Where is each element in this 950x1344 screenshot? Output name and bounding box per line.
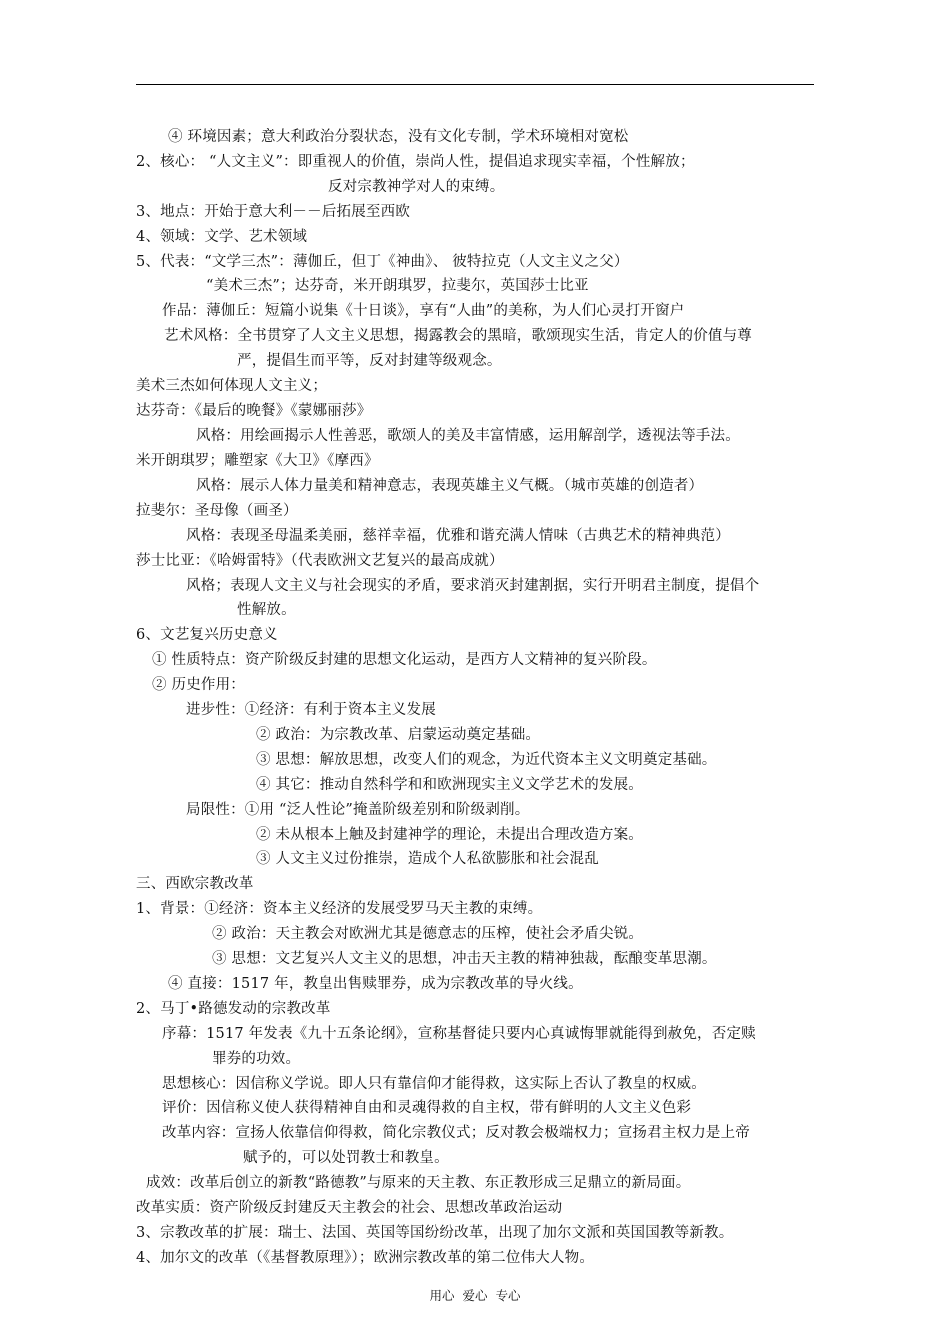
- text-line: 莎士比亚：《哈姆雷特》（代表欧洲文艺复兴的最高成就）: [136, 553, 504, 569]
- text-line: 艺术风格：全书贯穿了人文主义思想，揭露教会的黑暗，歌颂现实生活，肯定人的价值与尊: [164, 328, 752, 344]
- text-line: 改革实质：资产阶级反封建反天主教会的社会、思想改革政治运动: [136, 1200, 563, 1216]
- text-line: ② 未从根本上触及封建神学的理论，未提出合理改造方案。: [256, 827, 644, 843]
- text-line: 风格：表现圣母温柔美丽，慈祥幸福，优雅和谐充满人情味（古典艺术的精神典范）: [186, 528, 730, 544]
- text-line: 风格：展示人体力量美和精神意志，表现英雄主义气概。（城市英雄的创造者）: [196, 478, 704, 494]
- text-line: ④ 环境因素；意大利政治分裂状态，没有文化专制，学术环境相对宽松: [168, 129, 629, 145]
- text-line: 罪券的功效。: [212, 1051, 301, 1067]
- text-line: 赋予的，可以处罚教士和教皇。: [243, 1150, 449, 1166]
- text-line: 反对宗教神学对人的束缚。: [328, 179, 505, 195]
- text-line: 进步性：①经济：有利于资本主义发展: [186, 702, 436, 718]
- text-line: 拉斐尔：圣母像（画圣）: [136, 503, 298, 519]
- text-line: “美术三杰”；达芬奇，米开朗琪罗，拉斐尔，英国莎士比亚: [206, 278, 589, 294]
- text-line: 达芬奇：《最后的晚餐》《蒙娜丽莎》: [136, 403, 372, 419]
- text-line: 性解放。: [237, 602, 296, 618]
- text-line: ④ 直接：1517 年，教皇出售赎罪券，成为宗教改革的导火线。: [168, 976, 583, 992]
- text-line: 美术三杰如何体现人文主义；: [136, 378, 328, 394]
- text-line: 2、核心： “人文主义”：即重视人的价值，崇尚人性，提倡追求现实幸福，个性解放；: [136, 154, 695, 170]
- text-line: 6、文艺复兴历史意义: [136, 627, 278, 643]
- text-line: 3、地点：开始于意大利－－后拓展至西欧: [136, 204, 411, 220]
- text-line: ③ 人文主义过份推崇，造成个人私欲膨胀和社会混乱: [256, 851, 599, 867]
- text-line: 2、马丁•路德发动的宗教改革: [136, 1001, 331, 1017]
- text-line: 改革内容：宣扬人依靠信仰得救，简化宗教仪式；反对教会极端权力；宣扬君主权力是上帝: [162, 1125, 750, 1141]
- text-line: 局限性：①用 “泛人性论”掩盖阶级差别和阶级剥削。: [186, 802, 530, 818]
- text-line: ③ 思想：解放思想，改变人们的观念，为近代资本主义文明奠定基础。: [256, 752, 717, 768]
- text-line: ② 政治：天主教会对欧洲尤其是德意志的压榨，使社会矛盾尖锐。: [212, 926, 644, 942]
- text-line: ④ 其它：推动自然科学和和欧洲现实主义文学艺术的发展。: [256, 777, 644, 793]
- text-line: 5、代表：“文学三杰”：薄伽丘，但丁《神曲》、 彼特拉克（人文主义之父）: [136, 254, 629, 270]
- text-line: 作品：薄伽丘：短篇小说集《十日谈》，享有“人曲”的美称，为人们心灵打开窗户: [162, 303, 685, 319]
- text-line: 3、宗教改革的扩展：瑞士、法国、英国等国纷纷改革，出现了加尔文派和英国国教等新教。: [136, 1225, 734, 1241]
- text-line: 米开朗琪罗；雕塑家《大卫》《摩西》: [136, 453, 379, 469]
- text-line: 风格；表现人文主义与社会现实的矛盾，要求消灭封建割据，实行开明君主制度，提倡个: [186, 578, 760, 594]
- text-line: 成效：改革后创立的新教“路德教”与原来的天主教、东正教形成三足鼎立的新局面。: [146, 1175, 691, 1191]
- text-line: 风格：用绘画揭示人性善恶，歌颂人的美及丰富情感，运用解剖学，透视法等手法。: [196, 428, 740, 444]
- header-rule: [136, 84, 814, 85]
- text-line: 序幕：1517 年发表《九十五条论纲》，宣称基督徒只要内心真诚悔罪就能得到赦免，否定赎: [162, 1026, 756, 1042]
- text-line: ① 性质特点：资产阶级反封建的思想文化运动，是西方人文精神的复兴阶段。: [152, 652, 657, 668]
- text-line: 4、加尔文的改革（《基督教原理》）；欧洲宗教改革的第二位伟大人物。: [136, 1250, 595, 1266]
- text-line: 思想核心：因信称义学说。即人只有靠信仰才能得救，这实际上否认了教皇的权威。: [162, 1076, 706, 1092]
- text-line: 4、领域：文学、艺术领域: [136, 229, 308, 245]
- text-line: ② 历史作用：: [152, 677, 246, 693]
- text-line: ③ 思想：文艺复兴人文主义的思想，冲击天主教的精神独裁，酝酿变革思潮。: [212, 951, 717, 967]
- text-line: 严，提倡生而平等，反对封建等级观念。: [237, 353, 502, 369]
- text-line: 1、背景：①经济：资本主义经济的发展受罗马天主教的束缚。: [136, 901, 543, 917]
- text-line: 评价：因信称义使人获得精神自由和灵魂得救的自主权，带有鲜明的人文主义色彩: [162, 1100, 692, 1116]
- text-line: ② 政治：为宗教改革、启蒙运动奠定基础。: [256, 727, 541, 743]
- page-footer: 用心 爱心 专心: [429, 1288, 521, 1303]
- text-line: 三、西欧宗教改革: [136, 876, 254, 892]
